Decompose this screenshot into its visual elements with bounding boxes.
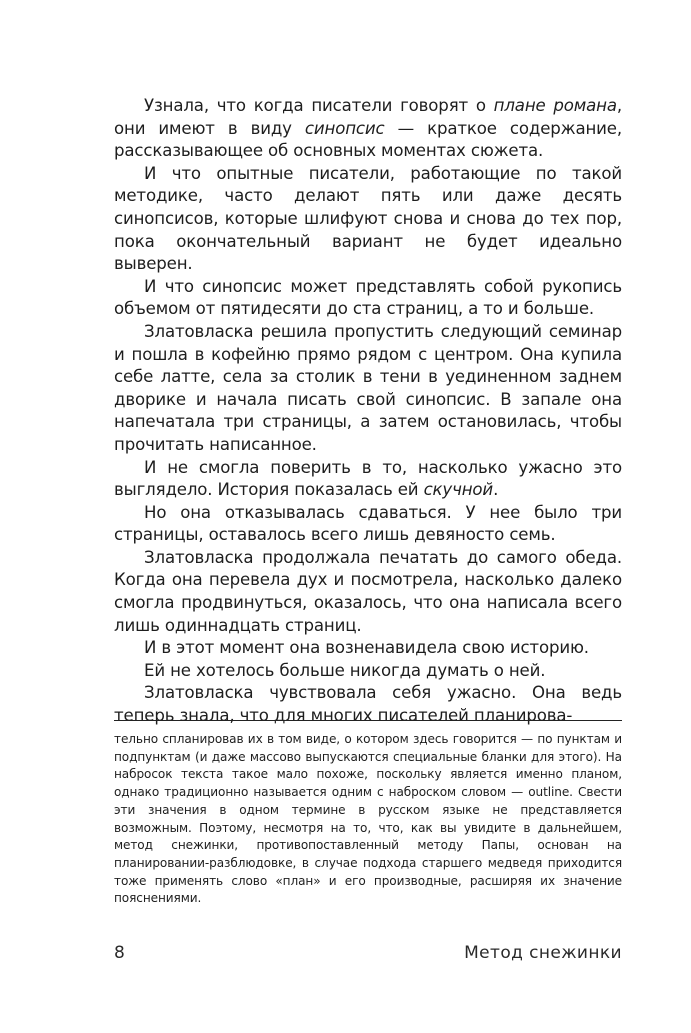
text-run: . — [493, 480, 499, 500]
footnote-divider — [114, 720, 622, 721]
italic-term: синопсис — [304, 118, 385, 138]
page-number: 8 — [114, 943, 125, 963]
text-run: Узнала, что когда писатели говорят о — [144, 96, 494, 115]
main-text — [114, 95, 622, 728]
italic-term: плане романа — [493, 96, 617, 115]
text-run: — краткое содержание, рассказывающее об основных моментах сюжета. — [114, 118, 622, 161]
paragraph: И что синопсис может представлять собой рукопись объемом от пятидесяти до ста страниц, а то и больше. — [114, 276, 622, 319]
italic-term: скучной — [423, 480, 494, 500]
paragraph: Ей не хотелось больше никогда думать о ней. — [144, 660, 546, 680]
paragraph: Златовласка решила пропустить следующий семинар и пошла в кофейню прямо рядом с центром. Она купила себе латте, села за столик в тени в уединенном заднем дворике и начала писать свой синопсис. В запале она напечатала три страницы, а затем остановилась, чтобы прочитать написанное. — [114, 321, 622, 454]
paragraph: И что опытные писатели, работающие по такой методике, часто делают пять или даже десять синопсисов, которые шлифуют снова и снова до тех пор, пока окончательный вариант не будет идеально выверен. — [114, 163, 622, 274]
footnote: тельно спланировав их в том виде, о котором здесь говорится — по пунктам и подпунктам (и даже массово выпускаются специальные бланки для этого). На набросок текста такое мало похоже, поскольку является именно планом, однако традиционно называется одним с наброском словом — outline. Свести эти значения в одном термине в русском языке не представляется возможным. Поэтому, несмотря на то, что, как вы увидите в дальнейшем, метод снежинки, противопоставленный методу Папы, основан на планировании-разблюдовке, в случае подхода старшего медведя приходится тоже применять слово «план» и его производные, расширяя их значение пояснениями. — [114, 732, 622, 906]
paragraph: Златовласка продолжала печатать до самого обеда. Когда она перевела дух и посмотрела, насколько далеко смогла продвинуться, оказалось, что она написала всего лишь одиннадцать страниц. — [114, 547, 622, 635]
text-run: , они имеют в виду — [114, 96, 623, 138]
paragraph: Златовласка чувствовала себя ужасно. Она ведь теперь знала, что для многих писателей планирова- — [114, 683, 622, 726]
paragraph — [114, 95, 622, 163]
text-run: И не смогла поверить в то, насколько ужасно это выглядело. История показалась ей — [114, 457, 622, 500]
paragraph: Но она отказывалась сдаваться. У нее было три страницы, оставалось всего лишь девяносто семь. — [114, 502, 622, 545]
paragraph: И в этот момент она возненавидела свою историю. — [144, 638, 589, 658]
paragraph — [114, 457, 622, 502]
running-title: Метод снежинки — [464, 943, 622, 963]
